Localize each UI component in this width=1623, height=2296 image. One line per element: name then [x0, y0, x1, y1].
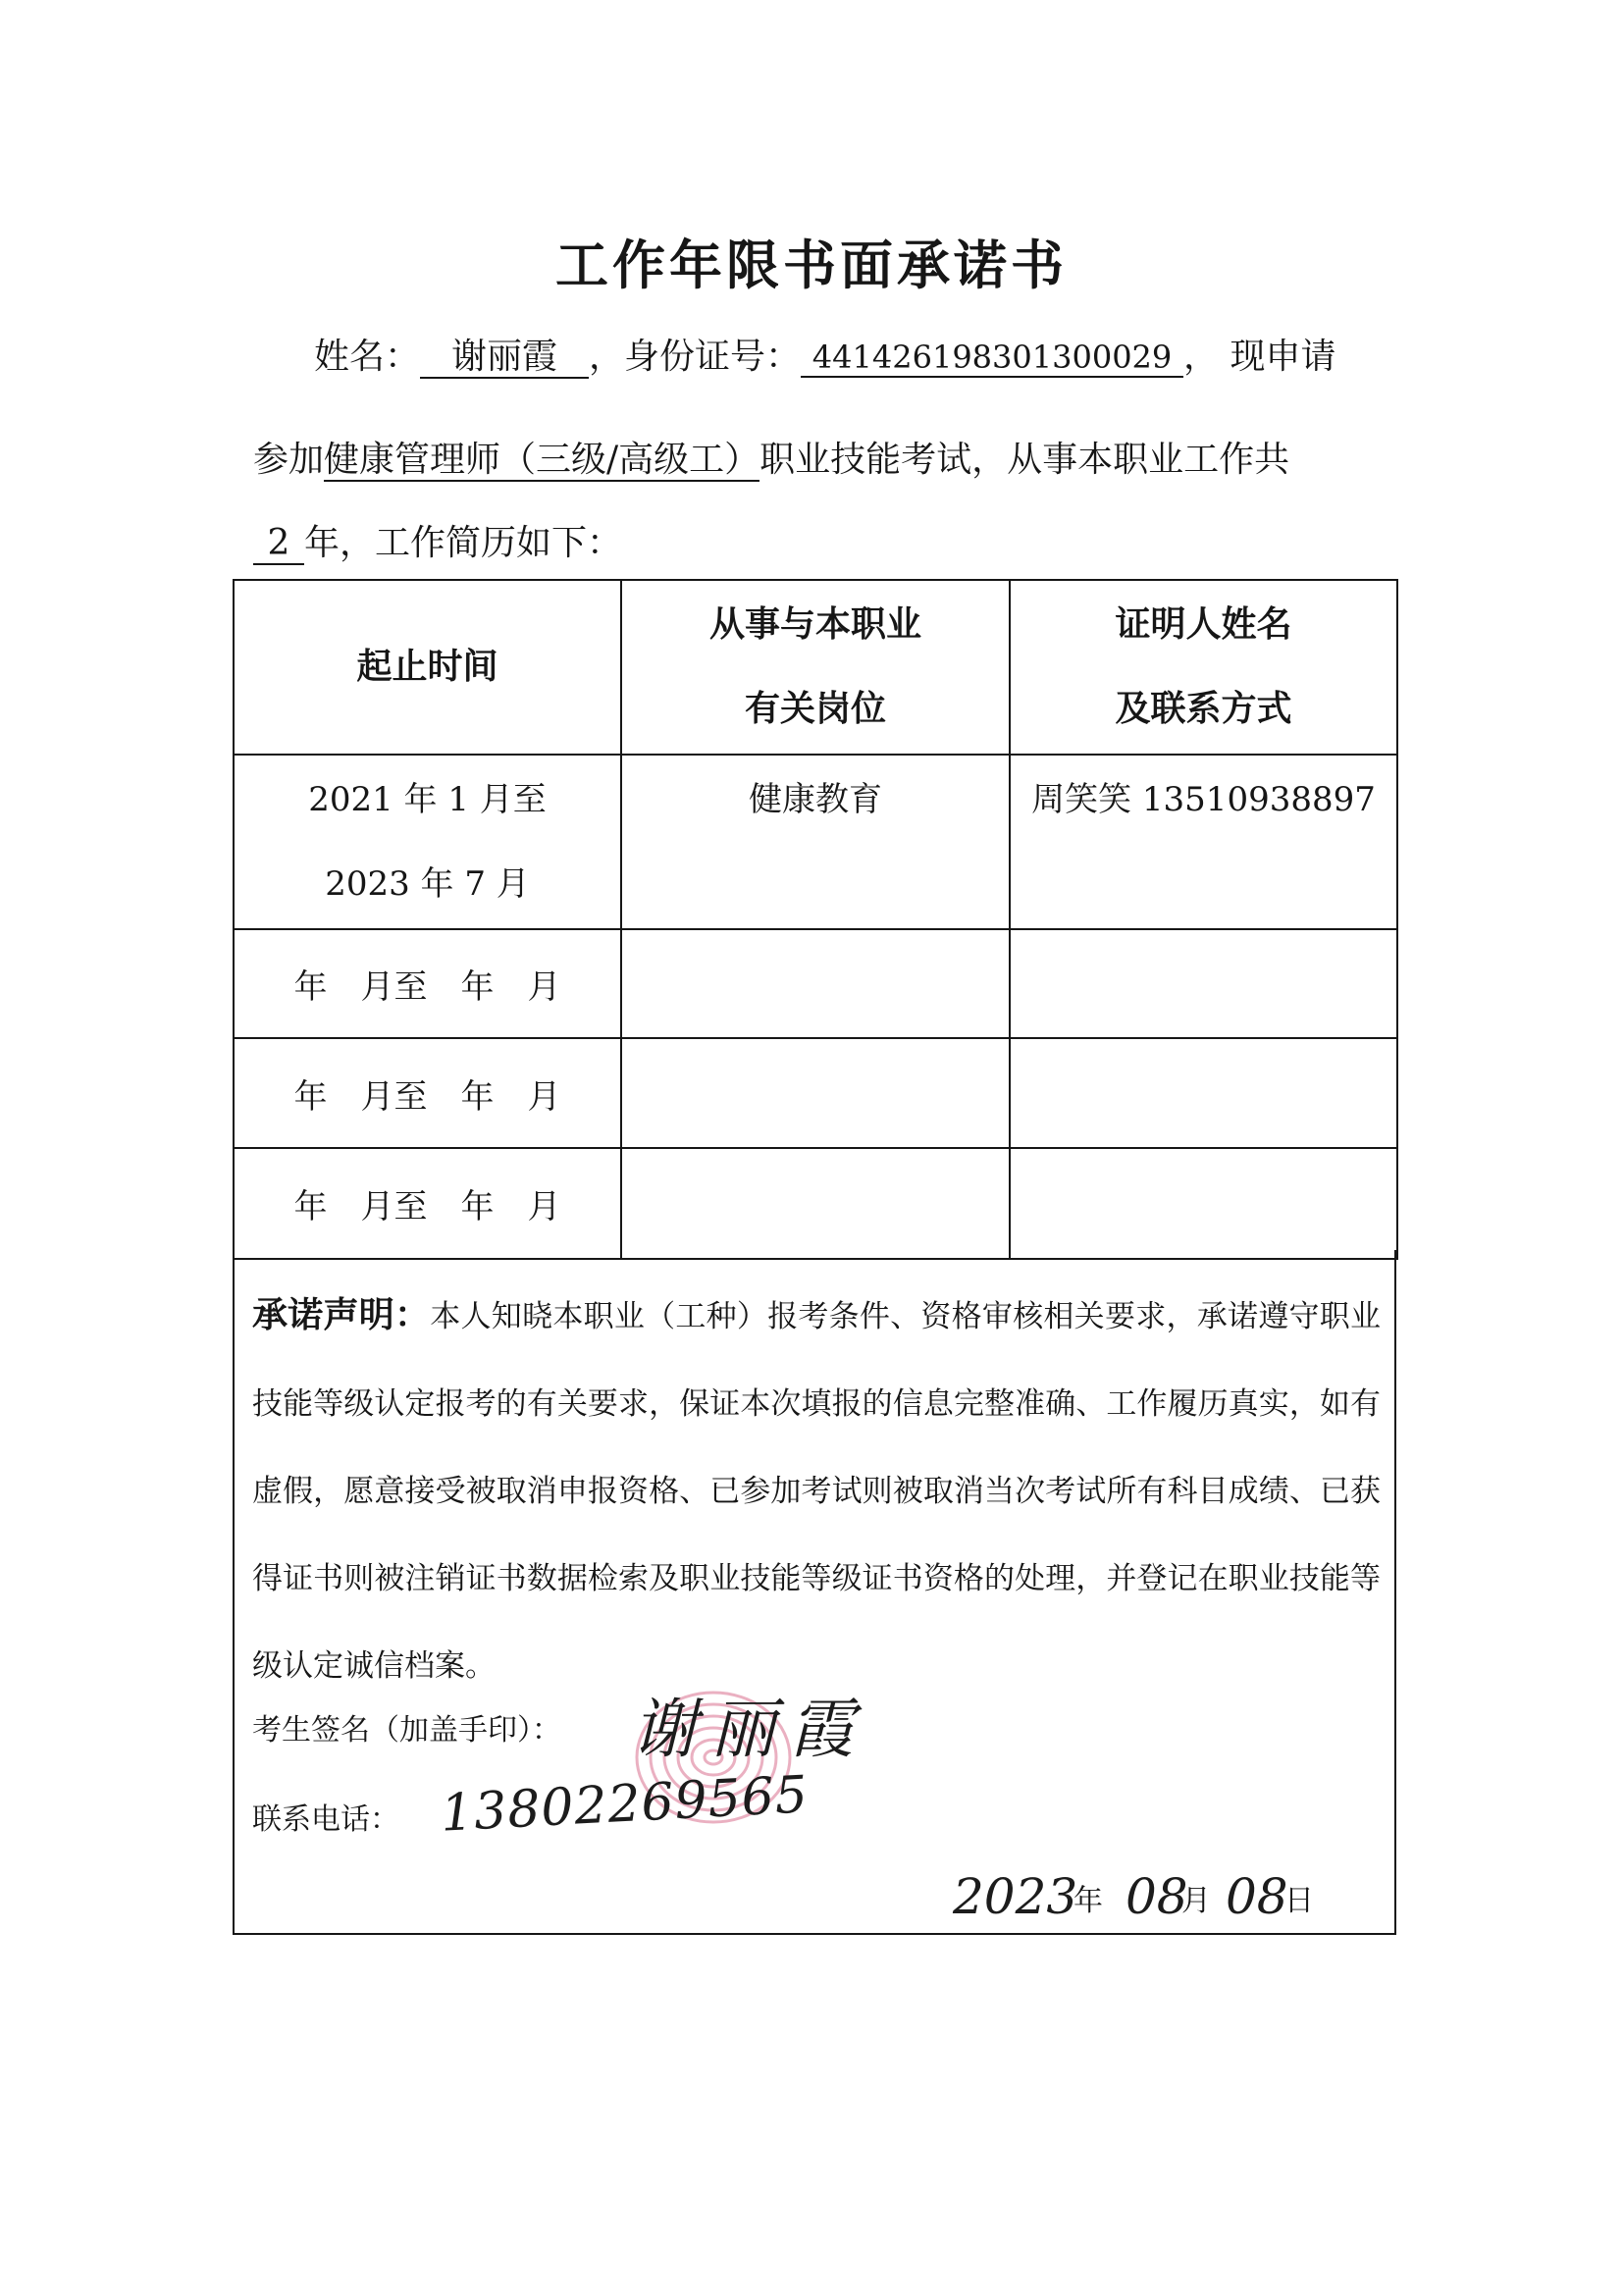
- table-row: [234, 755, 1397, 929]
- date-day: 08: [1226, 1868, 1288, 1925]
- document-title: 工作年限书面承诺书: [555, 235, 1068, 296]
- years: 2: [253, 523, 304, 565]
- handwritten-signature: 谢丽霞: [632, 1692, 867, 1767]
- date-day-char: 日: [1284, 1884, 1314, 1918]
- header-position-line1: 从事与本职业: [708, 604, 921, 645]
- period-cell: 年 月至 年 月: [234, 929, 621, 1038]
- signature-label: 考生签名（加盖手印）：: [252, 1713, 561, 1748]
- join-prefix: 参加: [253, 440, 325, 480]
- period-line2: 2023 年 7 月: [325, 864, 530, 904]
- date-year-char: 年: [1073, 1884, 1103, 1918]
- id-number: 441426198301300029: [801, 339, 1183, 378]
- position-cell: 健康教育: [621, 755, 1010, 929]
- header-position: [621, 580, 1010, 755]
- exam-text: 职业技能考试，从事本职业工作共: [759, 440, 1290, 480]
- position-cell: [621, 1038, 1010, 1148]
- witness-cell: [1010, 1148, 1397, 1259]
- header-row: [234, 580, 1397, 755]
- witness-cell: [1010, 929, 1397, 1038]
- declaration-body: 本人知晓本职业（工种）报考条件、资格审核相关要求，承诺遵守职业技能等级认定报考的有关要求，保证本次填报的信息完整准确、工作履历真实，如有虚假，愿意接受被取消申报资格、已参加考试则被取消当次考试所有科目成绩、已获得证书则被注销证书数据检索及职业技能等级证书资格的处理，并登记在职业技能等级认定诚信档案。: [252, 1299, 1381, 1684]
- apply-prefix: ， 现申请: [1183, 337, 1336, 377]
- table-row: [234, 929, 1397, 1038]
- applicant-line-2: [253, 432, 1289, 482]
- period-cell: 年 月至 年 月: [234, 1038, 621, 1148]
- declaration-box: [233, 1250, 1396, 1935]
- period-cell: 年 月至 年 月: [234, 1148, 621, 1259]
- header-witness-line2: 及联系方式: [1115, 689, 1292, 729]
- handwritten-phone: 13802269565: [439, 1765, 811, 1844]
- years-suffix: 年，工作简历如下：: [304, 523, 623, 563]
- witness-cell: [1010, 1038, 1397, 1148]
- occupation: 健康管理师（三级/高级工）: [324, 440, 759, 482]
- applicant-line-1: [314, 329, 1335, 379]
- declaration-heading: 承诺声明：: [252, 1295, 431, 1335]
- id-label: ，身份证号：: [589, 337, 802, 377]
- table-row: [234, 1148, 1397, 1259]
- table-row: [234, 1038, 1397, 1148]
- applicant-line-3: [253, 515, 622, 565]
- period-line1: 2021 年 1 月至: [308, 780, 547, 819]
- work-history-table: [233, 579, 1398, 1260]
- date-year: 2023: [953, 1868, 1078, 1925]
- name-label: 姓名：: [314, 337, 421, 377]
- phone-label: 联系电话：: [252, 1802, 399, 1837]
- header-position-line2: 有关岗位: [744, 689, 886, 729]
- header-witness-line1: 证明人姓名: [1115, 604, 1292, 645]
- position-cell: [621, 929, 1010, 1038]
- header-witness: [1010, 580, 1397, 755]
- declaration-text: [252, 1272, 1381, 1710]
- period-cell: [234, 755, 621, 929]
- header-period: 起止时间: [234, 580, 621, 755]
- witness-cell: 周笑笑 13510938897: [1010, 755, 1397, 929]
- position-cell: [621, 1148, 1010, 1259]
- date-month-char: 月: [1181, 1884, 1211, 1918]
- applicant-name: 谢丽霞: [420, 337, 589, 379]
- date-month: 08: [1126, 1868, 1188, 1925]
